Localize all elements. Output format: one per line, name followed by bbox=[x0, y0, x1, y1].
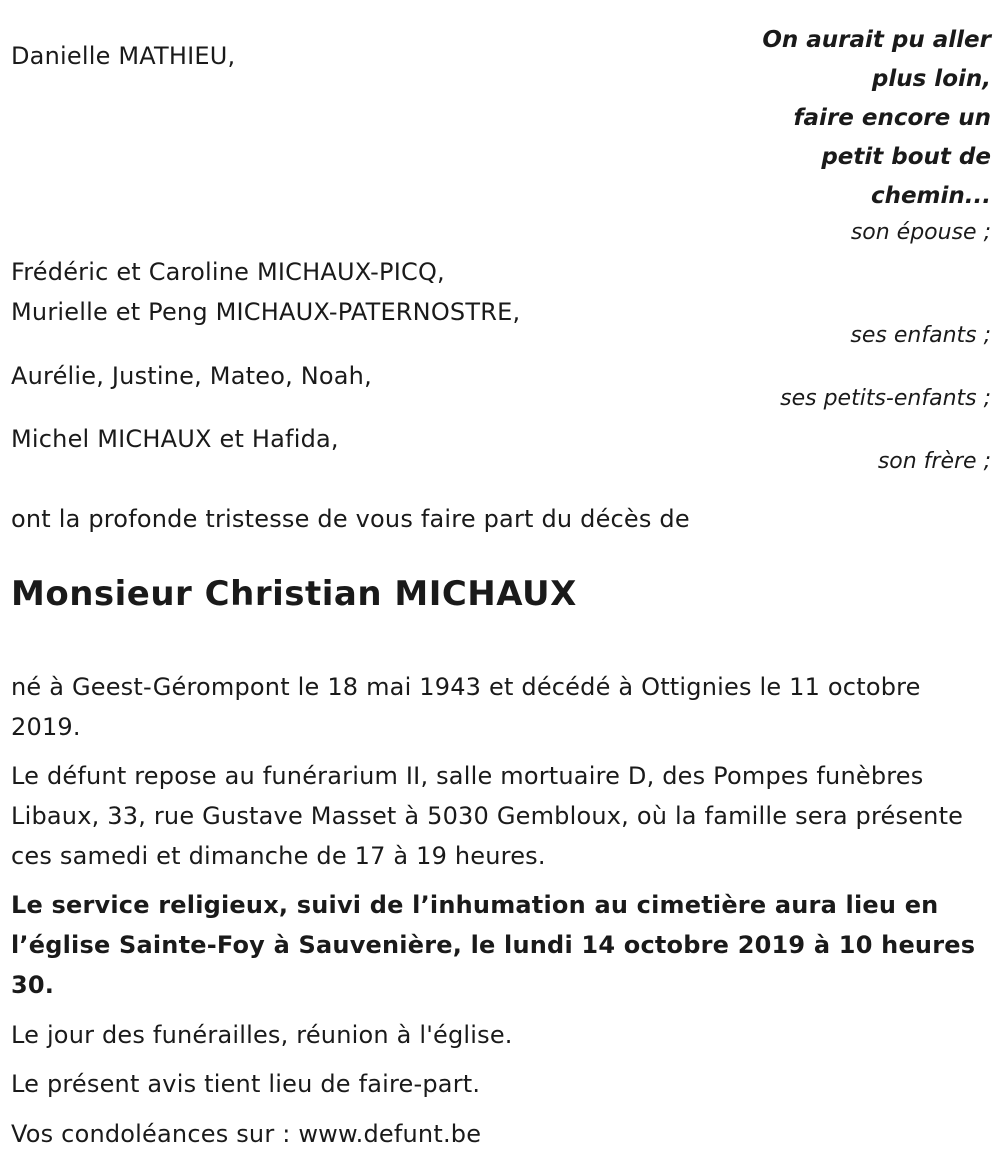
spouse-relation: son épouse ; bbox=[850, 220, 991, 245]
obituary-notice bbox=[11, 0, 991, 1165]
birth-death-paragraph: né à Geest-Gérompont le 18 mai 1943 et décédé à Ottignies le 11 octobre 2019. bbox=[11, 673, 921, 741]
poem-line: plus loin, bbox=[871, 66, 991, 92]
child-name: Frédéric et Caroline MICHAUX-PICQ, bbox=[11, 258, 445, 286]
children-relation: ses enfants ; bbox=[850, 323, 991, 348]
grandchildren-relation: ses petits-enfants ; bbox=[780, 386, 991, 411]
deceased-name: Monsieur Christian MICHAUX bbox=[11, 574, 577, 614]
service-paragraph: Le service religieux, suivi de l’inhumation au cimetière aura lieu en l’église Sainte-Foy à Sauvenière, le lundi 14 octobre 2019 à 10 heures 30. bbox=[11, 891, 976, 999]
poem-line: faire encore un bbox=[793, 105, 991, 131]
grandchildren-names: Aurélie, Justine, Mateo, Noah, bbox=[11, 362, 372, 390]
poem-quote bbox=[691, 21, 991, 216]
announcement-text: ont la profonde tristesse de vous faire part du décès de bbox=[11, 505, 690, 533]
spouse-name: Danielle MATHIEU, bbox=[11, 42, 236, 70]
poem-line: chemin... bbox=[870, 183, 991, 209]
poem-line: On aurait pu aller bbox=[762, 27, 991, 53]
brother-relation: son frère ; bbox=[877, 449, 991, 474]
notice-paragraph: Le présent avis tient lieu de faire-part. bbox=[11, 1070, 481, 1098]
condolences-paragraph: Vos condoléances sur : www.defunt.be bbox=[11, 1120, 482, 1148]
meeting-paragraph: Le jour des funérailles, réunion à l'église. bbox=[11, 1021, 513, 1049]
poem-line: petit bout de bbox=[821, 144, 991, 170]
brother-names: Michel MICHAUX et Hafida, bbox=[11, 425, 339, 453]
child-name: Murielle et Peng MICHAUX-PATERNOSTRE, bbox=[11, 298, 521, 326]
repose-paragraph: Le défunt repose au funérarium II, salle mortuaire D, des Pompes funèbres Libaux, 33, rue Gustave Masset à 5030 Gembloux, où la famille sera présente ces samedi et dimanche de 17 à 19 heures. bbox=[11, 762, 964, 870]
